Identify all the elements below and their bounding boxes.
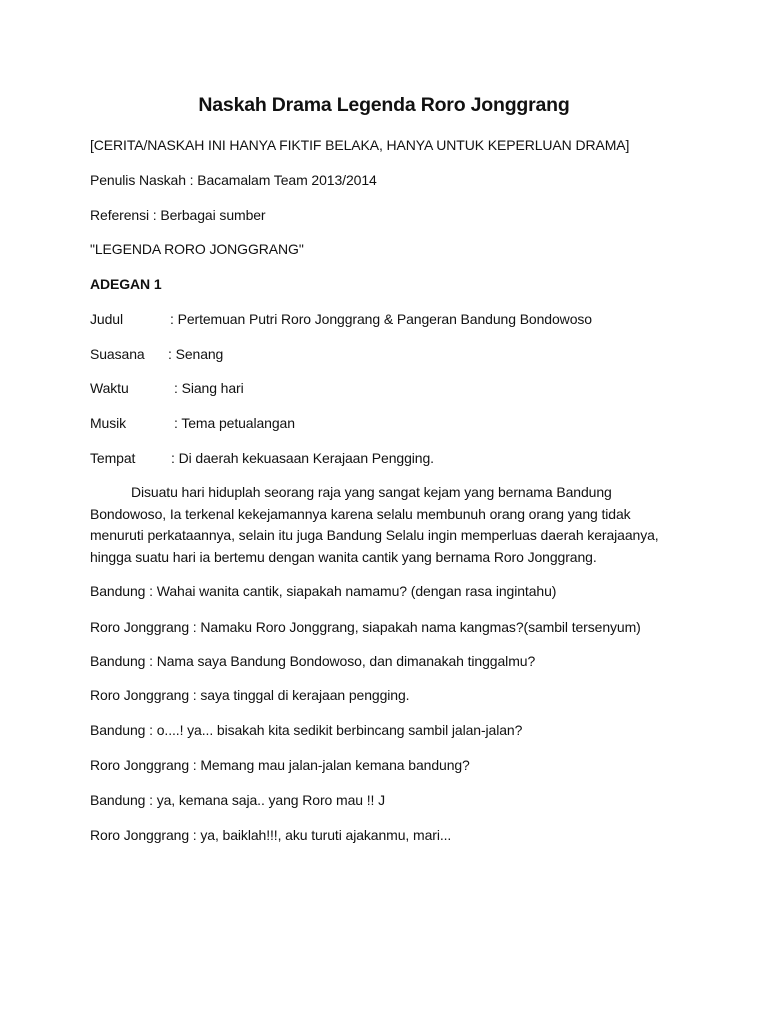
scene-meta-row <box>90 449 434 467</box>
scene-meta-row <box>90 379 244 397</box>
scene-meta-row <box>90 414 295 432</box>
scene-meta-label: Suasana <box>90 346 145 362</box>
scene-meta-value: : Siang hari <box>174 380 244 396</box>
scene-meta-label: Musik <box>90 415 127 431</box>
scene-meta-value: : Di daerah kekuasaan Kerajaan Pengging. <box>171 450 434 466</box>
scene-meta-label: Judul <box>90 311 123 327</box>
scene-meta-value: : Pertemuan Putri Roro Jonggrang & Pangeran Bandung Bondowoso <box>170 311 592 327</box>
narration-line: menuruti perkataannya, selain itu juga Bandung Selalu ingin memperluas daerah kerajaanya, <box>90 527 659 544</box>
reference-line: Referensi : Berbagai sumber <box>90 207 266 223</box>
author-line: Penulis Naskah : Bacamalam Team 2013/2014 <box>90 172 377 188</box>
scene-meta-label: Tempat <box>90 450 136 466</box>
document-title: Naskah Drama Legenda Roro Jonggrang <box>198 94 570 116</box>
dialogue-line: Bandung : o....! ya... bisakah kita sedikit berbincang sambil jalan-jalan? <box>90 722 523 738</box>
scene-meta-label: Waktu <box>90 380 129 396</box>
dialogue-line: Roro Jonggrang : Namaku Roro Jonggrang, siapakah nama kangmas?(sambil tersenyum) <box>90 619 641 635</box>
scene-meta-value: : Senang <box>168 346 224 362</box>
narration-line: Disuatu hari hiduplah seorang raja yang sangat kejam yang bernama Bandung <box>131 484 612 500</box>
dialogue-line: Roro Jonggrang : ya, baiklah!!!, aku turuti ajakanmu, mari... <box>90 827 452 843</box>
dialogue-line: Roro Jonggrang : Memang mau jalan-jalan kemana bandung? <box>90 757 470 773</box>
scene-meta-row <box>90 345 224 363</box>
story-title-line: "LEGENDA RORO JONGGRANG" <box>90 241 304 257</box>
scene-heading: ADEGAN 1 <box>90 276 162 292</box>
narration-line: hingga suatu hari ia bertemu dengan wanita cantik yang bernama Roro Jonggrang. <box>90 549 597 566</box>
narration-paragraph <box>90 482 670 569</box>
scene-meta-row <box>90 310 592 328</box>
dialogue-line: Bandung : ya, kemana saja.. yang Roro mau !! J <box>90 792 386 808</box>
dialogue-line: Bandung : Wahai wanita cantik, siapakah namamu? (dengan rasa ingintahu) <box>90 583 557 599</box>
disclaimer-line: [CERITA/NASKAH INI HANYA FIKTIF BELAKA, HANYA UNTUK KEPERLUAN DRAMA] <box>90 137 630 153</box>
dialogue-line: Roro Jonggrang : saya tinggal di kerajaan pengging. <box>90 687 410 703</box>
scene-meta-value: : Tema petualangan <box>174 415 295 431</box>
narration-line: Bondowoso, Ia terkenal kekejamannya karena selalu membunuh orang orang yang tidak <box>90 505 631 522</box>
dialogue-line: Bandung : Nama saya Bandung Bondowoso, dan dimanakah tinggalmu? <box>90 653 536 669</box>
